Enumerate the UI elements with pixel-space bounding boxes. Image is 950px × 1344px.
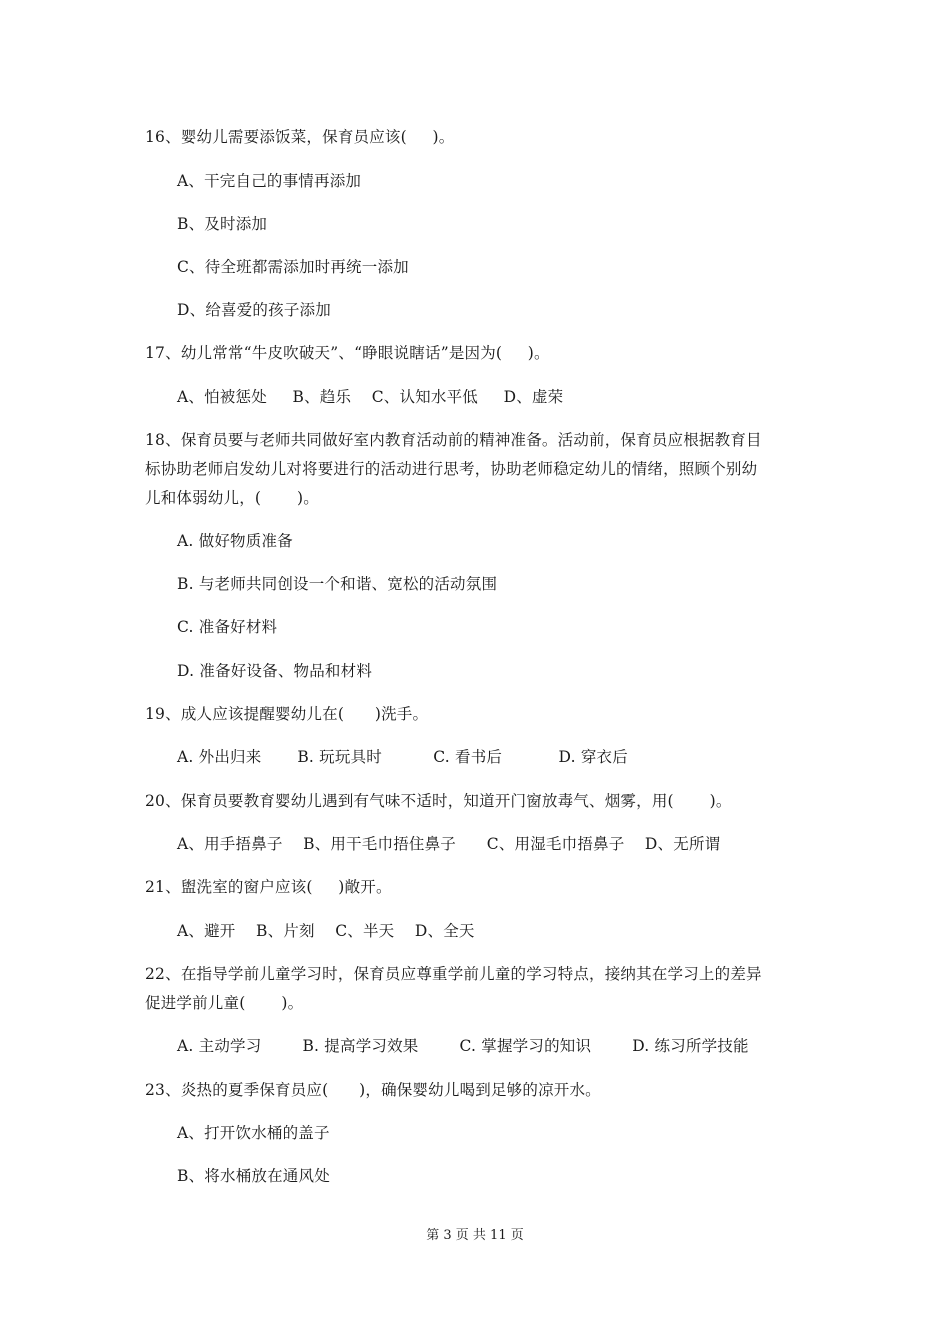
question-23-option-b: B、将水桶放在通风处 bbox=[177, 1167, 330, 1185]
question-19: 19、成人应该提醒婴幼儿在( )洗手。 bbox=[145, 705, 429, 723]
question-20: 20、保育员要教育婴幼儿遇到有气味不适时，知道开门窗放毒气、烟雾，用( )。 bbox=[145, 792, 732, 810]
question-22-options: A. 主动学习 B. 提高学习效果 C. 掌握学习的知识 D. 练习所学技能 bbox=[177, 1037, 749, 1055]
question-18-option-b: B. 与老师共同创设一个和谐、宽松的活动氛围 bbox=[177, 575, 498, 593]
question-16-option-a: A、干完自己的事情再添加 bbox=[177, 172, 362, 190]
question-21: 21、盥洗室的窗户应该( )敞开。 bbox=[145, 878, 392, 896]
question-16-option-c: C、待全班都需添加时再统一添加 bbox=[177, 258, 409, 276]
question-16-option-b: B、及时添加 bbox=[177, 215, 268, 233]
question-23: 23、炎热的夏季保育员应( )，确保婴幼儿喝到足够的凉开水。 bbox=[145, 1081, 601, 1099]
question-23-option-a: A、打开饮水桶的盖子 bbox=[177, 1124, 330, 1142]
page-footer: 第 3 页 共 11 页 bbox=[426, 1228, 524, 1243]
question-18-option-c: C. 准备好材料 bbox=[177, 618, 278, 636]
question-22-line-2: 促进学前儿童( )。 bbox=[145, 994, 304, 1012]
question-18-line-2: 标协助老师启发幼儿对将要进行的活动进行思考，协助老师稳定幼儿的情绪，照顾个别幼 bbox=[145, 460, 758, 478]
question-17: 17、幼儿常常“牛皮吹破天”、“睁眼说瞎话”是因为( )。 bbox=[145, 344, 550, 362]
question-18-option-d: D. 准备好设备、物品和材料 bbox=[177, 662, 373, 680]
question-16: 16、婴幼儿需要添饭菜，保育员应该( )。 bbox=[145, 128, 455, 146]
question-20-options: A、用手捂鼻子 B、用干毛巾捂住鼻子 C、用湿毛巾捂鼻子 D、无所谓 bbox=[177, 835, 721, 853]
question-22-line-1: 22、在指导学前儿童学习时，保育员应尊重学前儿童的学习特点，接纳其在学习上的差异 bbox=[145, 965, 762, 983]
question-16-option-d: D、给喜爱的孩子添加 bbox=[177, 301, 331, 319]
question-18-line-1: 18、保育员要与老师共同做好室内教育活动前的精神准备。活动前，保育员应根据教育目 bbox=[145, 431, 762, 449]
question-19-options: A. 外出归来 B. 玩玩具时 C. 看书后 D. 穿衣后 bbox=[177, 748, 628, 766]
question-21-options: A、避开 B、片刻 C、半天 D、全天 bbox=[177, 922, 475, 940]
question-18-line-3: 儿和体弱幼儿，( )。 bbox=[145, 489, 319, 507]
question-18-option-a: A. 做好物质准备 bbox=[177, 532, 293, 550]
question-17-options: A、怕被惩处 B、趋乐 C、认知水平低 D、虚荣 bbox=[177, 388, 564, 406]
